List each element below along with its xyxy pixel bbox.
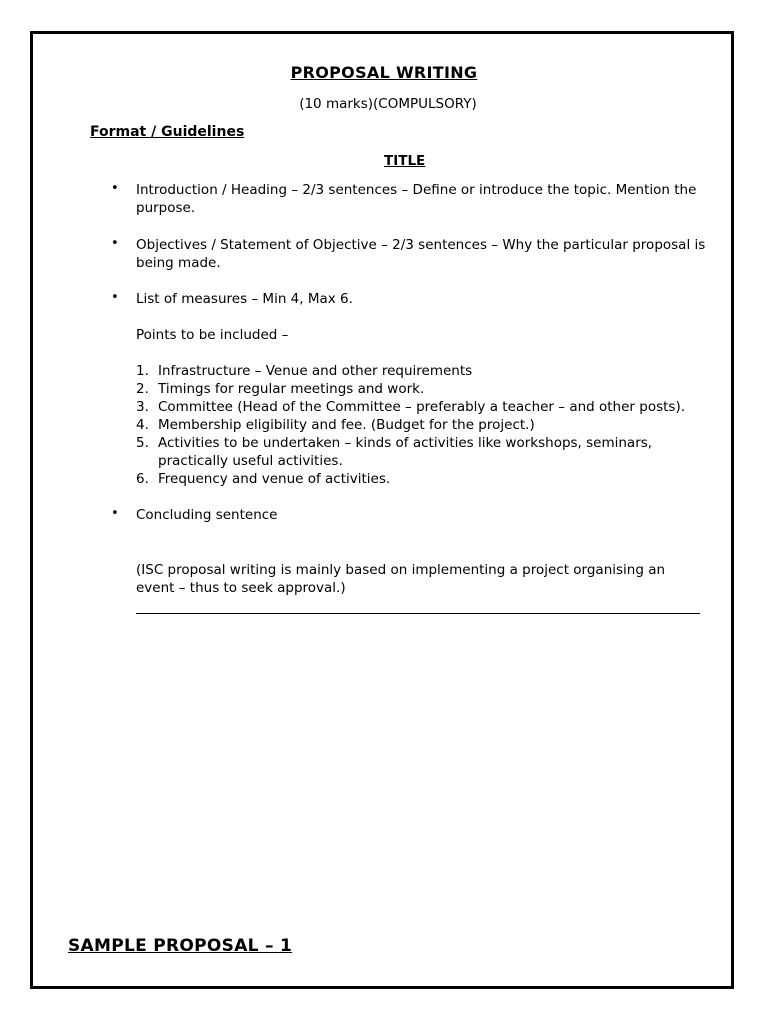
list-text: Infrastructure – Venue and other requirements [158, 363, 473, 379]
list-number: 6. [136, 471, 149, 487]
bullet-icon: • [111, 290, 119, 305]
list-item [136, 470, 706, 488]
list-number: 3. [136, 399, 149, 415]
list-item [136, 434, 706, 470]
list-number: 2. [136, 381, 149, 397]
bullet-list-of-measures: List of measures – Min 4, Max 6. [136, 291, 353, 307]
list-number: 5. [136, 435, 149, 451]
bullet-icon: • [111, 506, 119, 521]
document-title: PROPOSAL WRITING [290, 63, 478, 82]
bullet-icon: • [111, 181, 119, 196]
list-item [136, 362, 706, 380]
list-text: Membership eligibility and fee. (Budget for the project.) [158, 417, 535, 433]
note-paragraph: (ISC proposal writing is mainly based on implementing a project organising an event – thus to seek approval.) [136, 562, 666, 596]
bullet-concluding-sentence: Concluding sentence [136, 507, 278, 523]
document-subtitle: (10 marks)(COMPULSORY) [299, 96, 477, 112]
list-item [136, 380, 706, 398]
sample-proposal-heading: SAMPLE PROPOSAL – 1 [68, 936, 293, 956]
bullet-icon: • [111, 236, 119, 251]
title-label: TITLE [384, 153, 426, 169]
divider-line [136, 613, 700, 614]
list-item [136, 416, 706, 434]
bullet-objectives: Objectives / Statement of Objective – 2/3 sentences – Why the particular proposal is being made. [136, 237, 706, 271]
list-text: Frequency and venue of activities. [158, 471, 391, 487]
list-item [136, 398, 706, 416]
bullet-introduction: Introduction / Heading – 2/3 sentences – Define or introduce the topic. Mention the purpose. [136, 182, 697, 216]
points-intro: Points to be included – [136, 327, 289, 343]
list-text: Timings for regular meetings and work. [158, 381, 425, 397]
list-number: 1. [136, 363, 149, 379]
list-text: Activities to be undertaken – kinds of activities like workshops, seminars, practically useful activities. [158, 435, 653, 469]
list-number: 4. [136, 417, 149, 433]
list-text: Committee (Head of the Committee – preferably a teacher – and other posts). [158, 399, 686, 415]
format-guidelines-heading: Format / Guidelines [90, 124, 245, 140]
